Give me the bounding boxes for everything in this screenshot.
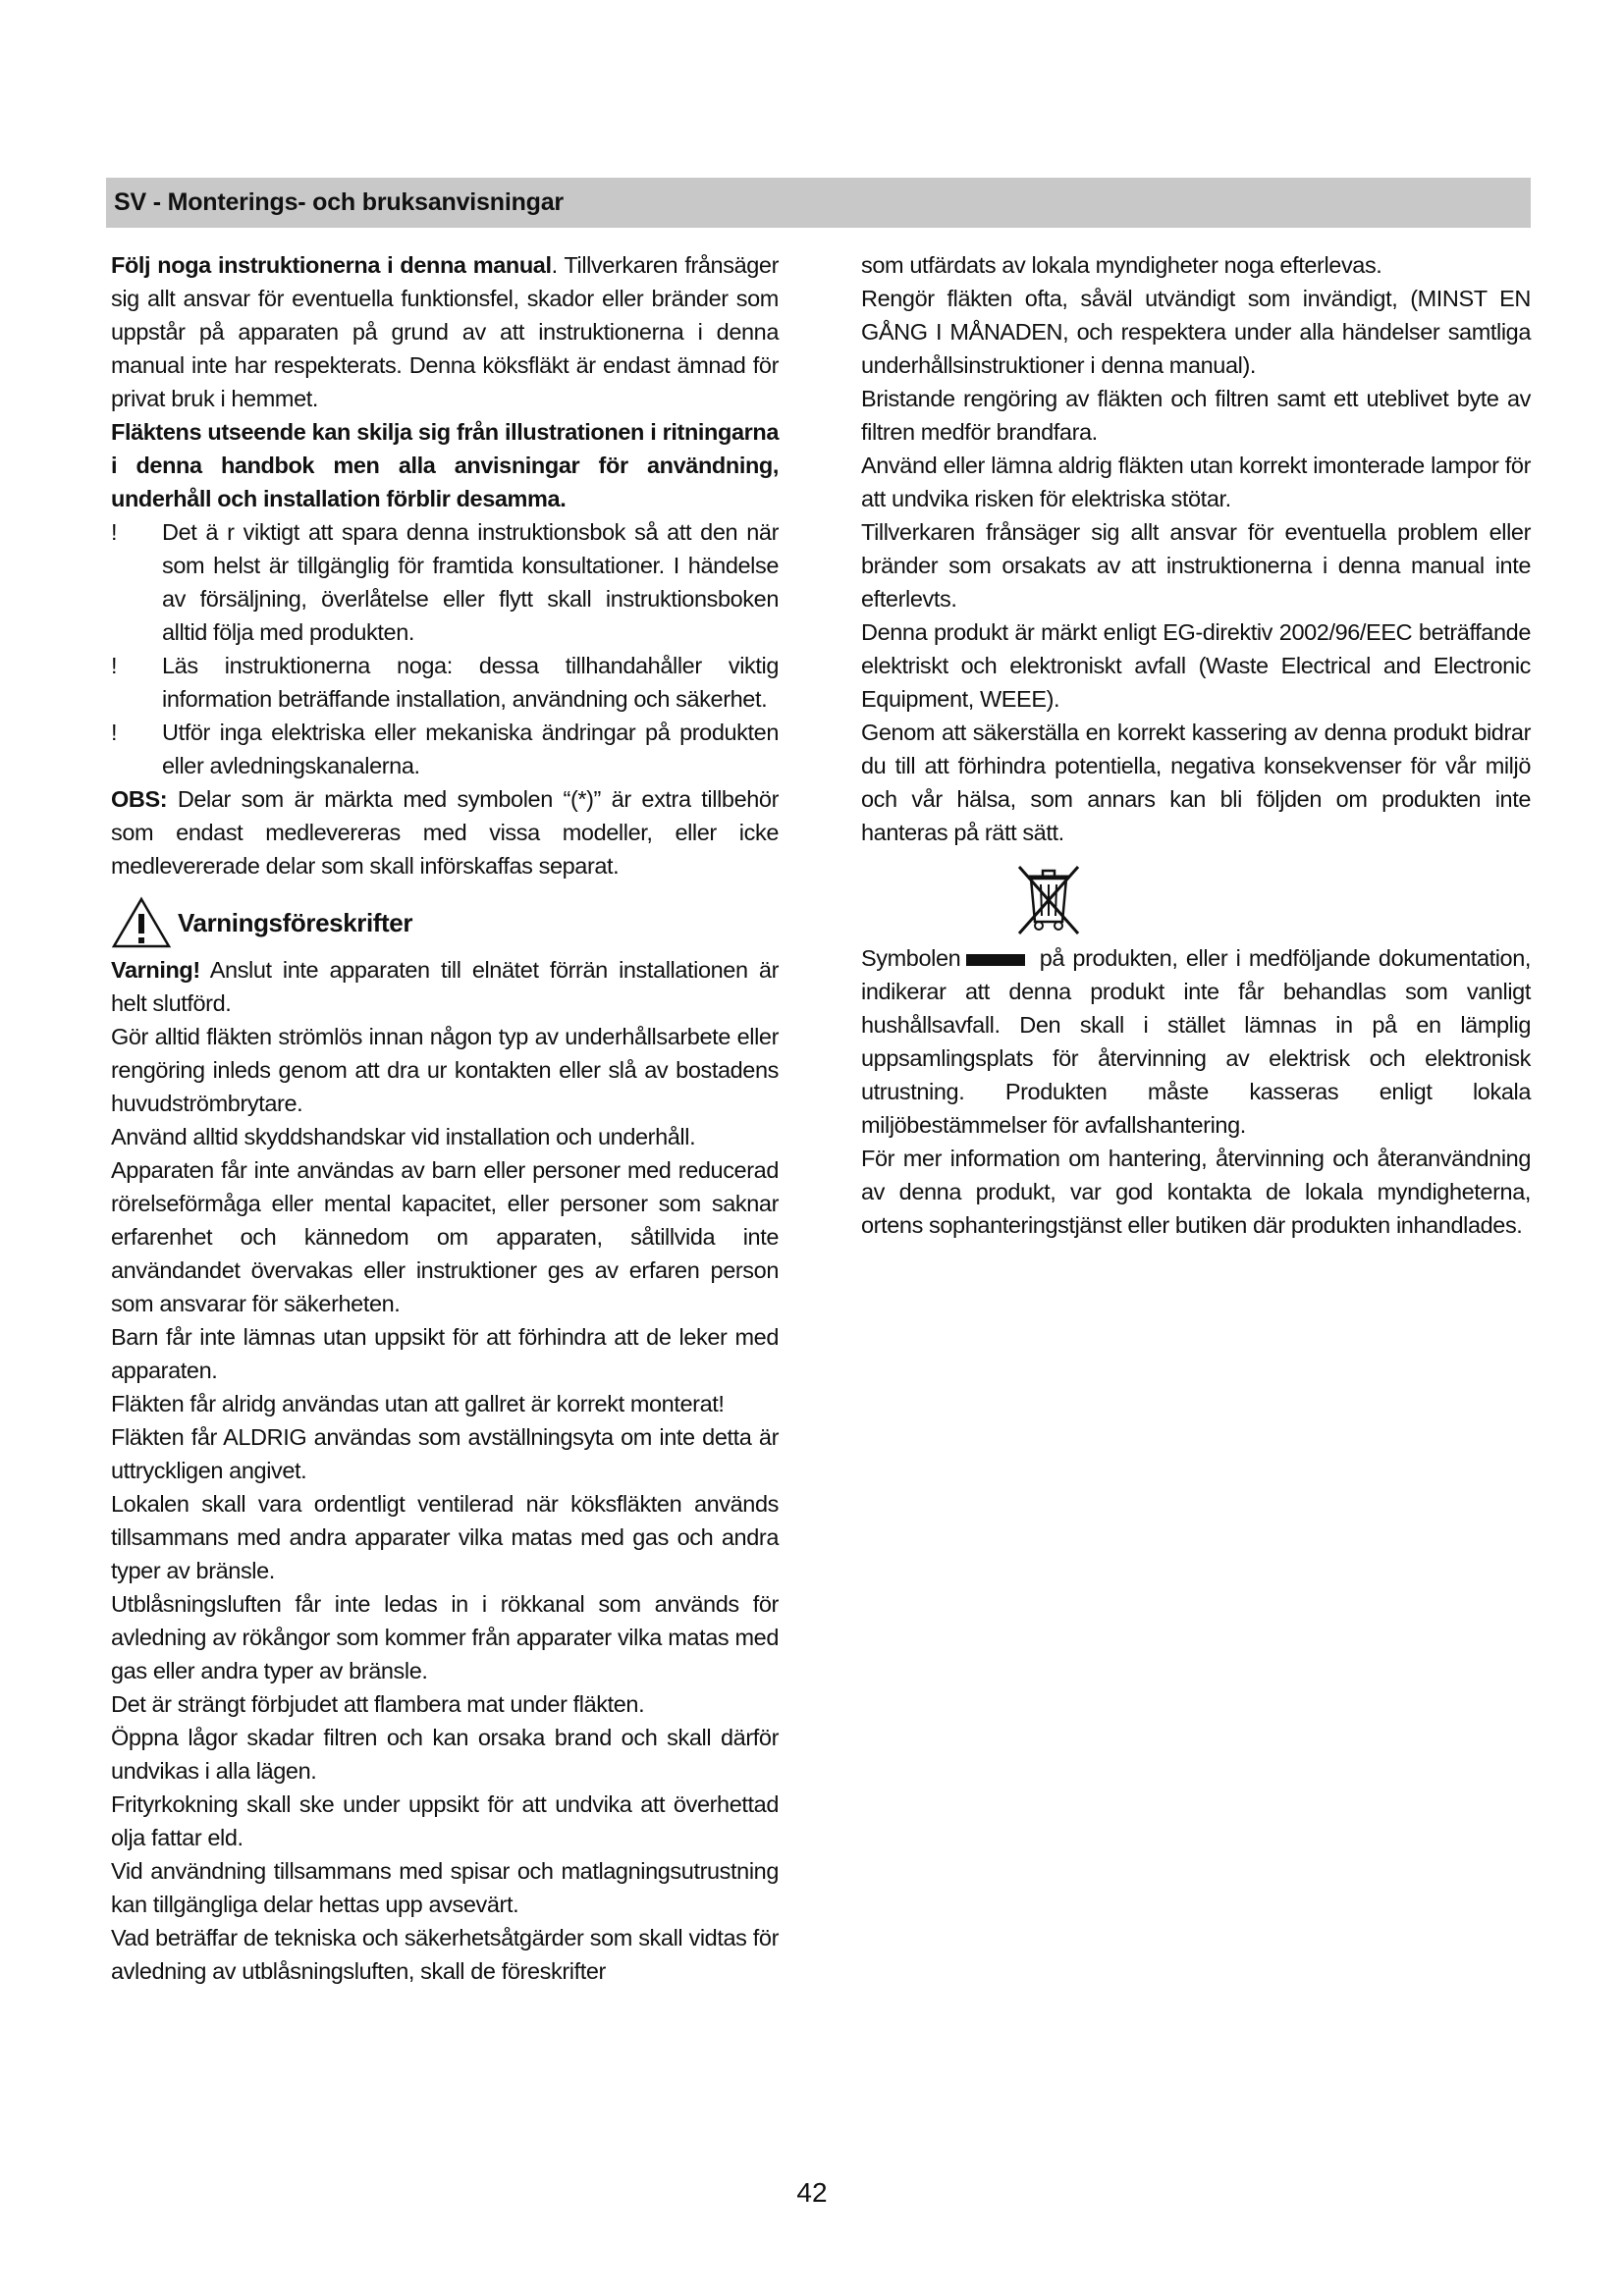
symbol-before: Symbolen <box>861 945 961 971</box>
bullet-text: Utför inga elektriska eller mekaniska ändringar på produkten eller avledningskanalerna. <box>162 720 779 778</box>
warning-paragraph <box>111 953 779 1020</box>
paragraph: För mer information om hantering, återvinning och återanvändning av denna produkt, var god kontakta de lokala myndigheterna, ortens sophanteringstjänst eller butiken där produkten inhandlades. <box>861 1146 1531 1238</box>
paragraph: Vad beträffar de tekniska och säkerhetsåtgärder som skall vidtas för avledning av utblåsningsluften, skall de föreskrifter <box>111 1925 779 1984</box>
paragraph: Bristande rengöring av fläkten och filtren samt ett uteblivet byte av filtren medför brandfara. <box>861 386 1531 445</box>
paragraph: som utfärdats av lokala myndigheter noga efterlevas. <box>861 252 1382 278</box>
left-column <box>111 248 779 1988</box>
paragraph: Frityrkokning skall ske under uppsikt för att undvika att överhettad olja fattar eld. <box>111 1791 779 1850</box>
intro-paragraph <box>111 248 779 415</box>
crossed-bin-icon <box>1013 863 1084 937</box>
bullet-text: Det ä r viktigt att spara denna instruktionsbok så att den när som helst är tillgänglig för framtida konsultationer. I händelse av försäljning, överlåtelse eller flytt skall instruktionsboken alltid följa med produkten. <box>162 519 779 645</box>
paragraph: Barn får inte lämnas utan uppsikt för att förhindra att de leker med apparaten. <box>111 1324 779 1383</box>
paragraph: Rengör fläkten ofta, såväl utvändigt som invändigt, (MINST EN GÅNG I MÅNADEN, och respektera under alla händelser samtliga underhållsinstruktioner i denna manual). <box>861 286 1531 378</box>
section-title: SV - Monterings- och bruksanvisningar <box>114 188 564 216</box>
obs-label: OBS: <box>111 786 168 812</box>
paragraph: Fläkten får ALDRIG användas som avställningsyta om inte detta är uttryckligen angivet. <box>111 1424 779 1483</box>
paragraph: Fläkten får alridg användas utan att gallret är korrekt monterat! <box>111 1391 725 1416</box>
bullet-text: Läs instruktionerna noga: dessa tillhandahåller viktig information beträffande installation, användning och säkerhet. <box>162 653 779 712</box>
paragraph: Öppna lågor skadar filtren och kan orsaka brand och skall därför undvikas i alla lägen. <box>111 1725 779 1784</box>
intro-bold: Följ noga instruktionerna i denna manual <box>111 252 552 278</box>
paragraph: Gör alltid fläkten strömlös innan någon typ av underhållsarbete eller rengöring inleds genom att dra ur kontakten eller slå av bostadens huvudströmbrytare. <box>111 1024 779 1116</box>
exclamation-mark: ! <box>111 519 118 545</box>
right-column <box>861 248 1531 1242</box>
paragraph: Använd alltid skyddshandskar vid installation och underhåll. <box>111 1124 696 1149</box>
bullet-item <box>111 515 779 649</box>
warnings-heading <box>111 896 779 949</box>
warnings-title: Varningsföreskrifter <box>178 908 413 937</box>
paragraph: Vid användning tillsammans med spisar och matlagningsutrustning kan tillgängliga delar hettas upp avsevärt. <box>111 1858 779 1917</box>
bullet-item <box>111 716 779 782</box>
paragraph: Tillverkaren frånsäger sig allt ansvar för eventuella problem eller bränder som orsakats av att instruktionerna i denna manual inte efterlevts. <box>861 519 1531 612</box>
warning-label: Varning! <box>111 957 200 983</box>
paragraph: Denna produkt är märkt enligt EG-direktiv 2002/96/EEC beträffande elektriskt och elektroniskt avfall (Waste Electrical and Electronic Equipment, WEEE). <box>861 619 1531 712</box>
paragraph: Det är strängt förbjudet att flambera mat under fläkten. <box>111 1691 645 1717</box>
bullet-item <box>111 649 779 716</box>
paragraph: Genom att säkerställa en korrekt kassering av denna produkt bidrar du till att förhindra potentiella, negativa konsekvenser för vår miljö och vår hälsa, som annars kan bli följden om produkten inte hanteras på rätt sätt. <box>861 720 1531 845</box>
symbol-paragraph <box>861 941 1531 1142</box>
obs-text: Delar som är märkta med symbolen “(*)” är extra tillbehör som endast medlevereras med vissa modeller, eller icke medlevererade delar som skall införskaffas separat. <box>111 786 779 879</box>
exclamation-mark: ! <box>111 720 118 745</box>
intro-rest: . Tillverkaren frånsäger sig allt ansvar för eventuella funktionsfel, skador eller bränder som uppstår på apparaten på grund av att instruktionerna i denna manual inte har respekterats. Denna köksfläkt är endast ämnad för privat bruk i hemmet. <box>111 252 780 411</box>
paragraph: Apparaten får inte användas av barn eller personer med reducerad rörelseförmåga eller mental kapacitet, eller personer som saknar erfarenhet och kännedom om apparaten, såtillvida inte användandet övervakas eller instruktioner ges av erfaren person som ansvarar för säkerheten. <box>111 1157 779 1316</box>
symbol-after: på produkten, eller i medföljande dokumentation, indikerar att denna produkt inte får behandlas som vanligt hushållsavfall. Den skall i stället lämnas in på en lämplig uppsamlingsplats för återvinning av elektrisk och elektronisk utrustning. Produkten måste kasseras enligt lokala miljöbestämmelser för avfallshantering. <box>861 945 1531 1138</box>
exclamation-mark: ! <box>111 653 118 678</box>
warning-triangle-icon <box>111 896 172 949</box>
warning-text: Anslut inte apparaten till elnätet förrän installationen är helt slutförd. <box>111 957 779 1016</box>
black-bar-symbol <box>966 954 1025 966</box>
appearance-note: Fläktens utseende kan skilja sig från illustrationen i ritningarna i denna handbok men alla anvisningar för användning, underhåll och installation förblir desamma. <box>111 419 779 511</box>
paragraph: Utblåsningsluften får inte ledas in i rökkanal som används för avledning av rökångor som kommer från apparater vilka matas med gas eller andra typer av bränsle. <box>111 1591 779 1683</box>
paragraph: Lokalen skall vara ordentligt ventilerad när köksfläkten används tillsammans med andra apparater vilka matas med gas och andra typer av bränsle. <box>111 1491 779 1583</box>
obs-paragraph <box>111 782 779 882</box>
section-header <box>106 178 1531 228</box>
page-number: 42 <box>796 2177 828 2208</box>
paragraph: Använd eller lämna aldrig fläkten utan korrekt imonterade lampor för att undvika risken för elektriska stötar. <box>861 453 1531 511</box>
